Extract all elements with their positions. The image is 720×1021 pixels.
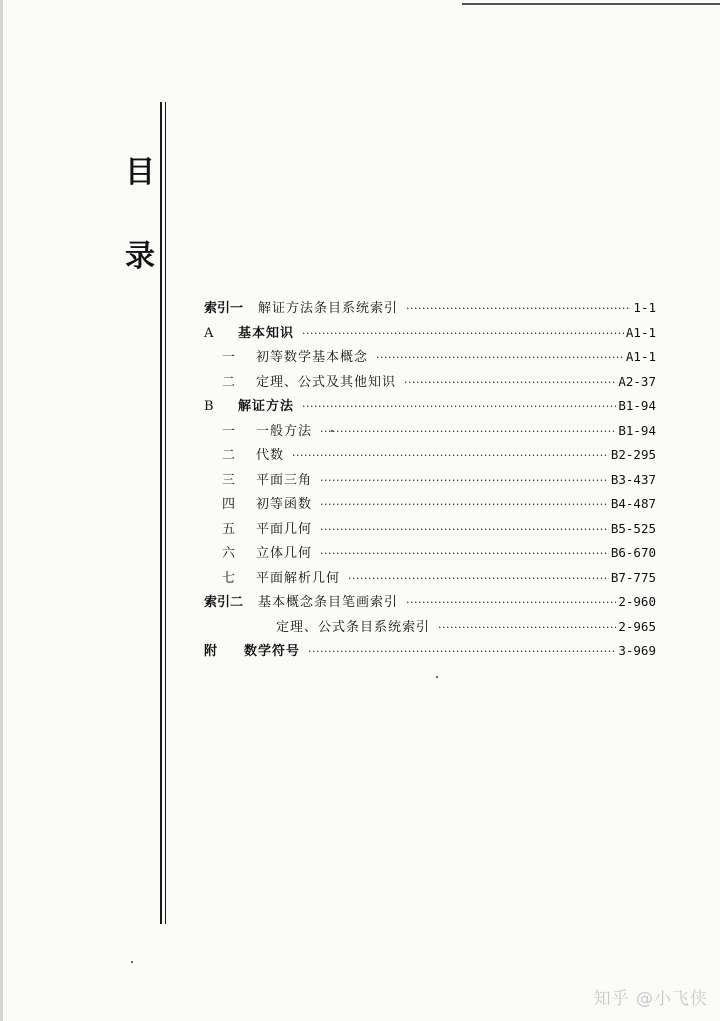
scan-edge-left	[0, 0, 3, 1021]
toc-entry	[204, 395, 656, 420]
margin-rule-thin	[165, 102, 166, 924]
toc-dot-leader	[302, 400, 616, 413]
table-of-contents	[204, 297, 656, 665]
toc-entry-page: B3-437	[610, 471, 656, 487]
toc-dot-leader	[406, 596, 616, 609]
toc-dot-leader	[404, 376, 616, 389]
toc-entry-label: 解证方法条目系统索引	[258, 301, 399, 316]
margin-rule	[160, 102, 162, 924]
toc-entry	[204, 493, 656, 518]
toc-entry	[204, 616, 656, 641]
toc-entry-label: 解证方法	[238, 399, 295, 414]
toc-dot-leader	[438, 621, 616, 634]
toc-entry-page: B6-670	[610, 545, 656, 560]
toc-entry-prefix: 七	[222, 570, 236, 586]
toc-entry-page: 1-1	[633, 300, 656, 315]
side-title-char-2: 录	[125, 239, 155, 274]
toc-entry-page: B5-525	[610, 520, 656, 536]
toc-entry-page: A2-37	[618, 373, 656, 389]
toc-entry-page: A1-1	[625, 324, 656, 340]
toc-entry-label: 平面几何	[256, 521, 313, 537]
toc-entry-page: 2-960	[618, 594, 656, 609]
toc-dot-leader	[348, 572, 609, 585]
toc-dot-leader	[320, 474, 609, 487]
toc-dot-leader	[320, 523, 609, 536]
toc-entry-label: 代数	[256, 448, 285, 463]
toc-entry-prefix: 一	[222, 423, 236, 439]
toc-entry-page: B7-775	[610, 569, 656, 585]
side-title-char-1: 目	[125, 155, 155, 190]
toc-entry-prefix: 四	[222, 497, 236, 512]
toc-entry-prefix: 三	[222, 472, 236, 488]
toc-entry-prefix: 索引一	[204, 301, 244, 316]
toc-entry-label: 立体几何	[256, 546, 313, 561]
toc-entry-label: 平面三角	[256, 472, 313, 488]
toc-entry	[204, 567, 656, 592]
scan-speck	[131, 961, 133, 963]
toc-entry-prefix: 附	[204, 644, 218, 659]
toc-entry	[204, 640, 656, 665]
toc-entry-label: 定理、公式及其他知识	[256, 374, 397, 390]
scan-speck	[436, 676, 438, 678]
toc-dot-leader	[406, 302, 631, 315]
toc-dot-leader	[320, 425, 616, 438]
toc-entry	[204, 469, 656, 494]
toc-entry	[204, 371, 656, 396]
toc-entry	[204, 297, 656, 322]
toc-entry-label: 数学符号	[244, 644, 301, 659]
toc-entry-label: 初等函数	[256, 497, 313, 512]
toc-entry-label: 初等数学基本概念	[256, 350, 369, 365]
toc-entry-page: B4-487	[610, 496, 656, 511]
toc-dot-leader	[308, 645, 616, 658]
toc-dot-leader	[292, 449, 609, 462]
toc-entry	[204, 444, 656, 469]
toc-entry-label: 基本知识	[238, 325, 295, 341]
toc-entry-label: 平面解析几何	[256, 570, 341, 586]
toc-entry-prefix: 二	[222, 374, 236, 390]
toc-dot-leader	[376, 351, 624, 364]
toc-entry	[204, 322, 656, 347]
toc-entry-prefix: 一	[222, 350, 236, 365]
toc-dot-leader	[302, 327, 624, 340]
toc-entry-prefix: 二	[222, 448, 236, 463]
toc-entry	[204, 346, 656, 371]
toc-entry	[204, 591, 656, 616]
toc-entry-page: A1-1	[625, 349, 656, 364]
toc-entry-page: B1-94	[618, 422, 656, 438]
toc-entry	[204, 542, 656, 567]
toc-entry-prefix: B	[204, 399, 214, 414]
toc-entry-page: B1-94	[618, 398, 656, 413]
scan-edge-top	[462, 3, 720, 5]
toc-entry-page: B2-295	[610, 447, 656, 462]
watermark: 知乎 @小飞侠	[593, 989, 708, 1009]
toc-dot-leader	[320, 498, 609, 511]
toc-entry	[204, 518, 656, 543]
toc-entry-prefix: A	[204, 325, 214, 341]
toc-entry-label: 基本概念条目笔画索引	[258, 595, 399, 610]
toc-entry	[204, 420, 656, 445]
toc-entry-label: 一般方法	[256, 423, 313, 439]
toc-entry-page: 2-965	[618, 618, 656, 634]
toc-entry-page: 3-969	[618, 643, 656, 658]
toc-entry-prefix: 五	[222, 521, 236, 537]
toc-entry-label: 定理、公式条目系统索引	[276, 619, 431, 635]
toc-entry-prefix: 六	[222, 546, 236, 561]
toc-entry-prefix: 索引二	[204, 595, 244, 610]
scan-speck	[331, 430, 333, 432]
toc-dot-leader	[320, 547, 609, 560]
